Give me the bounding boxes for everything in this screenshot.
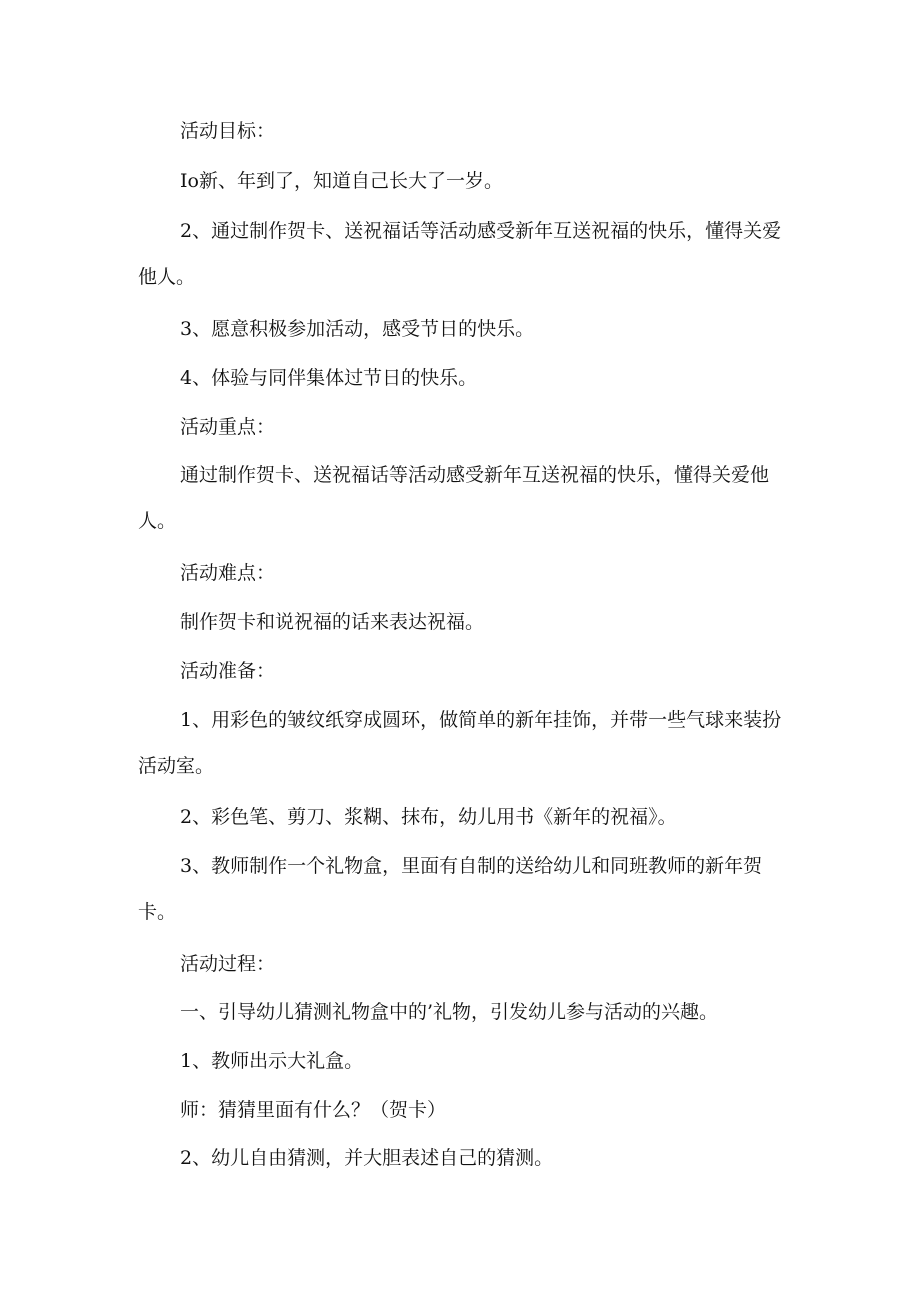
goal-item-3: 3、愿意积极参加活动，感受节日的快乐。 bbox=[180, 318, 535, 340]
heading-activity-difficulty: 活动难点： bbox=[180, 562, 276, 584]
teacher-question: 师：猜猜里面有什么？（贺卡） bbox=[180, 1099, 447, 1121]
heading-activity-focus: 活动重点： bbox=[180, 416, 276, 438]
preparation-item-2: 2、彩色笔、剪刀、浆糊、抹布，幼儿用书《新年的祝福》。 bbox=[180, 806, 677, 828]
goal-item-1: Io新、年到了，知道自己长大了一岁。 bbox=[180, 170, 503, 192]
goal-item-4: 4、体验与同伴集体过节日的快乐。 bbox=[180, 367, 478, 389]
difficulty-text: 制作贺卡和说祝福的话来表达祝福。 bbox=[180, 611, 485, 633]
process-step-1-1: 1、教师出示大礼盒。 bbox=[180, 1050, 364, 1072]
heading-activity-preparation: 活动准备： bbox=[180, 660, 276, 682]
goal-item-2: 2、通过制作贺卡、送祝福话等活动感受新年互送祝福的快乐，懂得关爱他人。 bbox=[138, 220, 782, 288]
heading-activity-process: 活动过程： bbox=[180, 953, 276, 975]
process-step-1-2: 2、幼儿自由猜测，并大胆表述自己的猜测。 bbox=[180, 1147, 554, 1169]
focus-text: 通过制作贺卡、送祝福话等活动感受新年互送祝福的快乐，懂得关爱他人。 bbox=[138, 464, 770, 532]
heading-activity-goals: 活动目标： bbox=[180, 120, 276, 142]
preparation-item-3: 3、教师制作一个礼物盒，里面有自制的送给幼儿和同班教师的新年贺卡。 bbox=[138, 855, 763, 923]
preparation-item-1: 1、用彩色的皱纹纸穿成圆环，做简单的新年挂饰，并带一些气球来装扮活动室。 bbox=[138, 709, 782, 777]
process-step-1: 一、引导幼儿猜测礼物盒中的’礼物，引发幼儿参与活动的兴趣。 bbox=[180, 1001, 719, 1023]
